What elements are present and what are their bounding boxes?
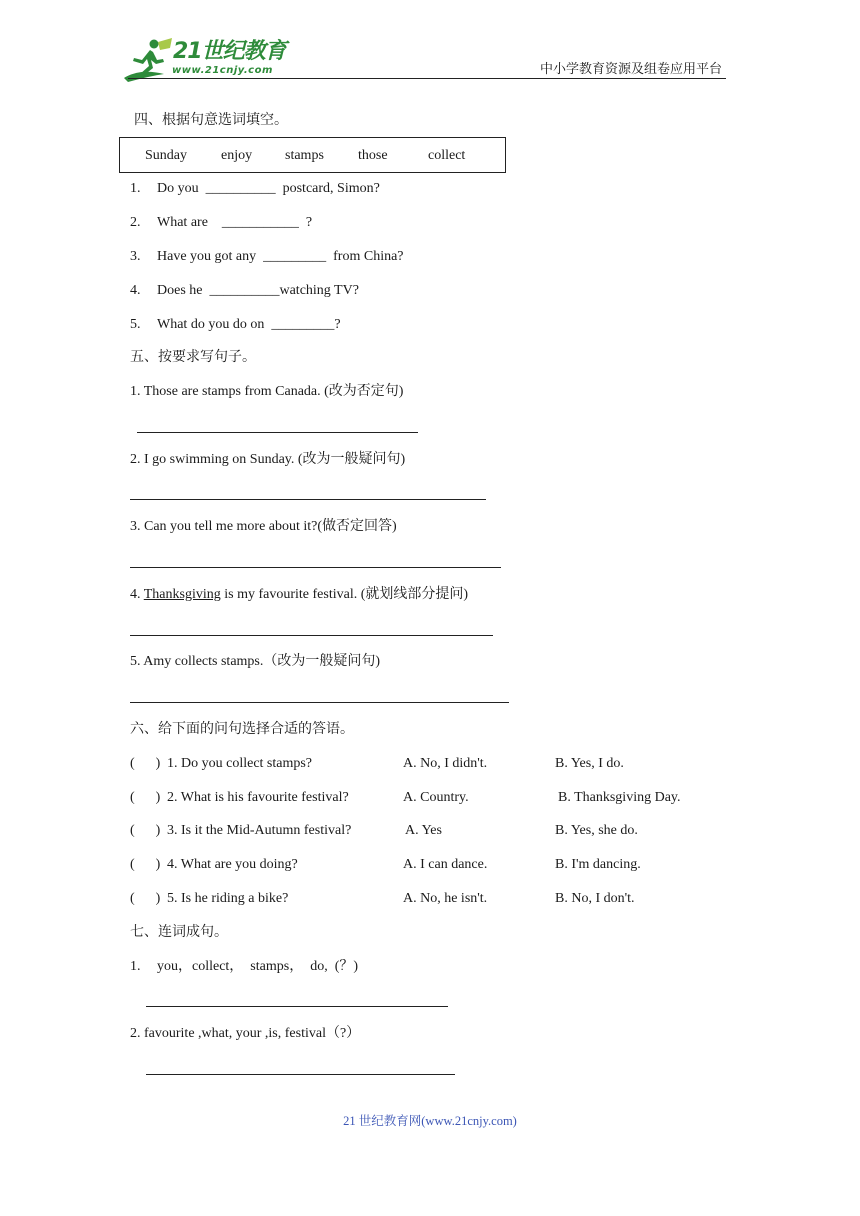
logo-text: 21世纪教育 bbox=[173, 39, 286, 64]
word-bank-item: those bbox=[358, 148, 388, 163]
fill-blank-question: What are ___________ ? bbox=[157, 215, 313, 230]
answer-bracket: ( ) bbox=[130, 756, 161, 771]
answer-line bbox=[130, 499, 486, 500]
fill-blank-number: 5. bbox=[130, 317, 141, 332]
fill-blank-number: 4. bbox=[130, 283, 141, 298]
answer-bracket: ( ) bbox=[130, 857, 161, 872]
option-a: A. Country. bbox=[403, 790, 469, 805]
choice-question: 3. Is it the Mid-Autumn festival? bbox=[167, 823, 352, 838]
option-a: A. I can dance. bbox=[403, 857, 488, 872]
answer-line bbox=[130, 635, 493, 636]
answer-bracket: ( ) bbox=[130, 823, 161, 838]
fill-blank-question: Have you got any _________ from China? bbox=[157, 249, 404, 264]
scramble-words: 2. favourite ,what, your ,is, festival（?） bbox=[130, 1026, 361, 1041]
choice-question: 5. Is he riding a bike? bbox=[167, 891, 289, 906]
word-bank-box bbox=[119, 137, 506, 173]
option-b: B. Yes, I do. bbox=[555, 756, 624, 771]
option-b: B. No, I don't. bbox=[555, 891, 635, 906]
answer-line bbox=[137, 432, 418, 433]
section4-title: 四、根据句意选词填空。 bbox=[134, 113, 288, 128]
option-a: A. No, he isn't. bbox=[403, 891, 488, 906]
rewrite-question: 1. Those are stamps from Canada. (改为否定句) bbox=[130, 384, 404, 399]
rewrite-question: 2. I go swimming on Sunday. (改为一般疑问句) bbox=[130, 452, 406, 467]
section5-title: 五、按要求写句子。 bbox=[130, 350, 256, 365]
answer-line bbox=[130, 702, 509, 703]
section6-title: 六、给下面的问句选择合适的答语。 bbox=[130, 722, 354, 737]
rewrite-question: 5. Amy collects stamps.（改为一般疑问句) bbox=[130, 654, 381, 669]
answer-line bbox=[146, 1006, 448, 1007]
option-b: B. Yes, she do. bbox=[555, 823, 638, 838]
answer-line bbox=[146, 1074, 455, 1075]
fill-blank-question: Does he __________watching TV? bbox=[157, 283, 359, 298]
choice-question: 2. What is his favourite festival? bbox=[167, 790, 349, 805]
answer-line bbox=[130, 567, 501, 568]
header-platform-text: 中小学教育资源及组卷应用平台 bbox=[540, 61, 723, 76]
scramble-words: you，collect， stamps， do, (？) bbox=[157, 959, 359, 974]
fill-blank-number: 3. bbox=[130, 249, 141, 264]
fill-blank-number: 1. bbox=[130, 181, 141, 196]
fill-blank-number: 2. bbox=[130, 215, 141, 230]
logo-url: www.21cnjy.com bbox=[172, 65, 273, 76]
rewrite-question: 4. Thanksgiving is my favourite festival. (就划线部分提问) bbox=[130, 587, 469, 602]
fill-blank-question: Do you __________ postcard, Simon? bbox=[157, 181, 380, 196]
word-bank-item: stamps bbox=[285, 148, 324, 163]
underlined-word: Thanksgiving bbox=[143, 587, 221, 602]
section7-title: 七、连词成句。 bbox=[130, 925, 228, 940]
footer-source: 21 世纪教育网(www.21cnjy.com) bbox=[343, 1114, 517, 1128]
option-a: A. No, I didn't. bbox=[403, 756, 488, 771]
scramble-number: 1. bbox=[130, 959, 141, 974]
choice-question: 1. Do you collect stamps? bbox=[167, 756, 313, 771]
option-b: B. Thanksgiving Day. bbox=[558, 790, 681, 805]
fill-blank-question: What do you do on _________? bbox=[157, 317, 341, 332]
answer-bracket: ( ) bbox=[130, 891, 161, 906]
choice-question: 4. What are you doing? bbox=[167, 857, 298, 872]
rewrite-question: 3. Can you tell me more about it?(做否定回答) bbox=[130, 519, 397, 534]
option-a: A. Yes bbox=[405, 823, 442, 838]
option-b: B. I'm dancing. bbox=[555, 857, 641, 872]
answer-bracket: ( ) bbox=[130, 790, 161, 805]
word-bank-item: Sunday bbox=[145, 148, 187, 163]
word-bank-item: collect bbox=[428, 148, 466, 163]
header-divider bbox=[128, 78, 726, 79]
word-bank-item: enjoy bbox=[221, 148, 253, 163]
